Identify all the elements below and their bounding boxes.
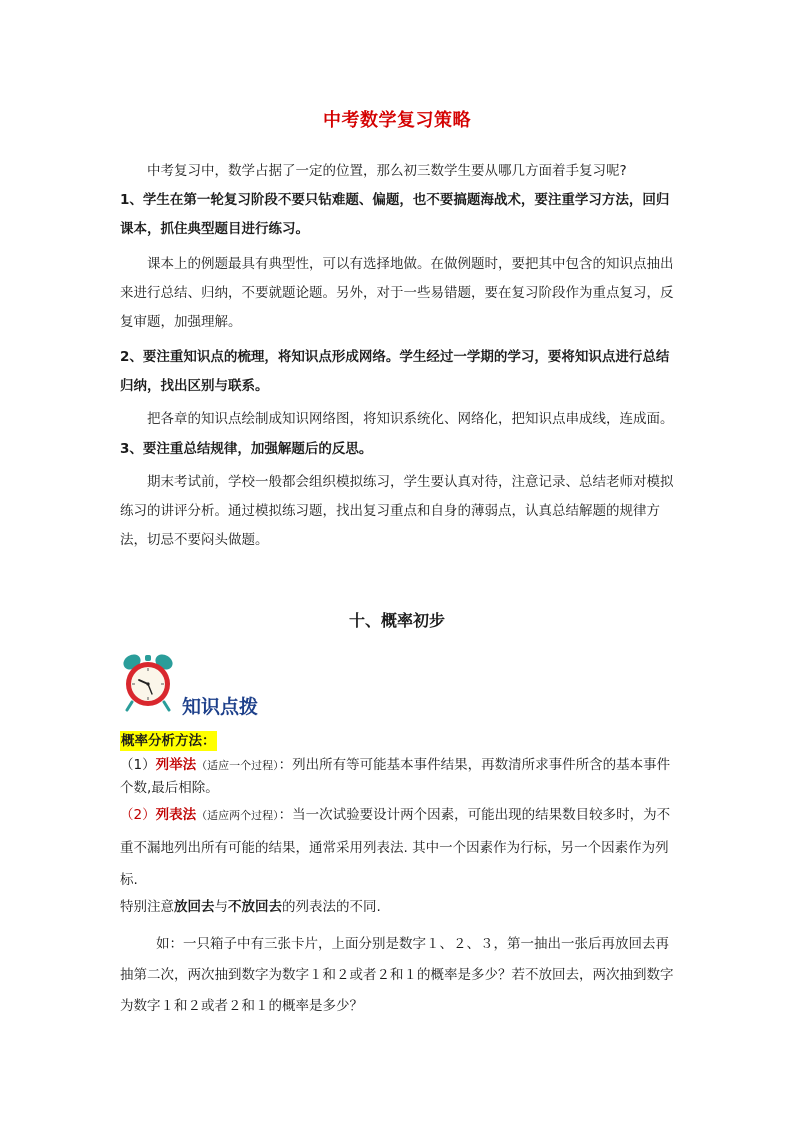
- point2-body: 把各章的知识点绘制成知识网络图，将知识系统化、网络化，把知识点串成线，连成面。: [147, 411, 674, 427]
- point3-heading: 3、要注重总结规律，加强解题后的反思。: [120, 441, 373, 457]
- note-post: 的列表法的不同.: [282, 899, 381, 915]
- item2-method-name: 列表法: [155, 807, 197, 823]
- document-title: 中考数学复习策略: [323, 110, 471, 131]
- note-paragraph: [120, 893, 680, 922]
- note-no-put-back: 不放回去: [228, 899, 282, 915]
- item1-method-name: 列举法: [155, 757, 197, 773]
- example-paragraph: 如：一只箱子中有三张卡片，上面分别是数字１、２、３，第一抽出一张后再放回去再抽第二次，两次抽到数字为数字１和２或者２和１的概率是多少？若不放回去，两次抽到数字为数字１和２或者２和１的概率是多少？: [120, 936, 674, 1014]
- item1-note: （适应一个过程）: [196, 759, 279, 772]
- item2-paragraph: [120, 799, 680, 896]
- item1-number: （1）: [120, 757, 156, 773]
- point3-body: 期末考试前，学校一般都会组织模拟练习，学生要认真对待，注意记录、总结老师对模拟练习的讲评分析。通过模拟练习题，找出复习重点和自身的薄弱点，认真总结解题的规律方法，切忌不要闷头做题。: [120, 474, 674, 548]
- note-put-back: 放回去: [174, 899, 215, 915]
- note-pre: 特别注意: [120, 899, 174, 915]
- item2-number: （2）: [120, 807, 156, 823]
- item2-text: ：当一次试验要设计两个因素，可能出现的结果数目较多时，为不重不漏地列出所有可能的结果，通常采用列表法. 其中一个因素作为行标，另一个因素作为列标.: [120, 807, 671, 888]
- section-title: 十、概率初步: [348, 611, 445, 630]
- point1-heading: 1、学生在第一轮复习阶段不要只钻难题、偏题，也不要搞题海战术，要注重学习方法，回归课本，抓住典型题目进行练习。: [120, 192, 670, 237]
- knowledge-heading: 知识点拨: [182, 696, 259, 718]
- alarm-clock-icon: [120, 652, 176, 712]
- intro-paragraph: 中考复习中，数学占据了一定的位置，那么初三数学生要从哪几方面着手复习呢?: [147, 163, 627, 179]
- method-heading: 概率分析方法：: [121, 733, 216, 749]
- point1-body: 课本上的例题最具有典型性，可以有选择地做。在做例题时，要把其中包含的知识点抽出来进行总结、归纳，不要就题论题。另外，对于一些易错题，要在复习阶段作为重点复习，反复审题，加强理解。: [120, 256, 674, 330]
- note-mid: 与: [214, 899, 228, 915]
- point2-heading: 2、要注重知识点的梳理，将知识点形成网络。学生经过一学期的学习，要将知识点进行总结归纳，找出区别与联系。: [120, 349, 670, 394]
- item2-note: （适应两个过程）: [196, 809, 279, 822]
- item1-text: ：列出所有等可能基本事件结果，再数清所求事件所含的基本事件个数,最后相除。: [120, 757, 671, 796]
- item1-paragraph: [120, 754, 680, 799]
